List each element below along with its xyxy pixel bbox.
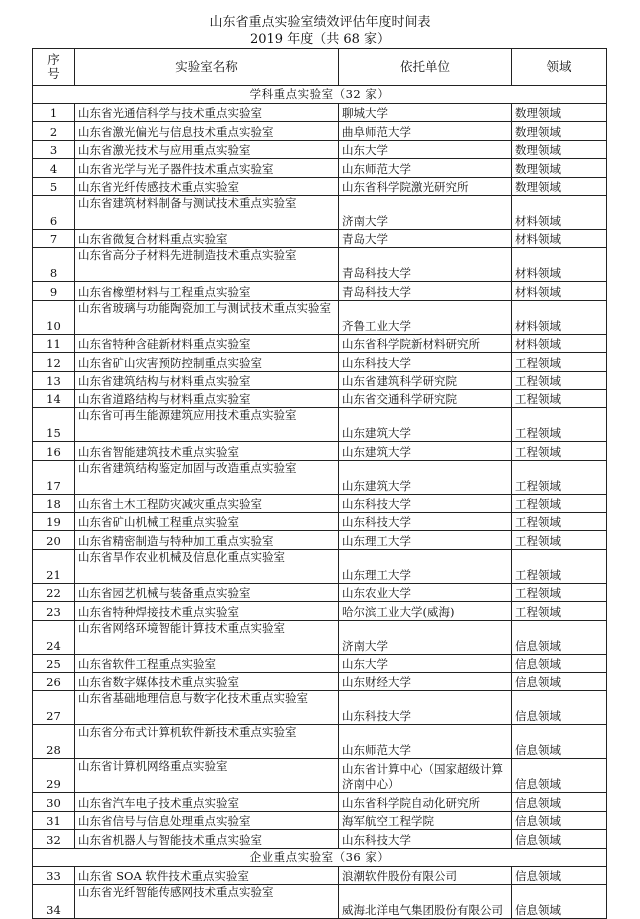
table-row: [33, 300, 607, 334]
lab-name: 山东省特种焊接技术重点实验室: [75, 602, 339, 620]
field-name: 工程领域: [512, 389, 607, 407]
host-unit: 山东科技大学: [339, 513, 512, 531]
field-name: 材料领域: [512, 300, 607, 334]
lab-name: 山东省机器人与智能技术重点实验室: [75, 830, 339, 848]
host-unit: 济南大学: [339, 195, 512, 229]
lab-name: 山东省道路结构与材料重点实验室: [75, 389, 339, 407]
field-name: 材料领域: [512, 334, 607, 352]
host-unit: 青岛科技大学: [339, 248, 512, 282]
host-unit: 山东财经大学: [339, 673, 512, 691]
host-unit: 山东省计算中心（国家超级计算济南中心）: [339, 759, 512, 793]
row-number: 31: [33, 811, 75, 829]
col-header-name: 实验室名称: [75, 49, 339, 86]
table-row: [33, 494, 607, 512]
row-number: 10: [33, 300, 75, 334]
field-name: 信息领域: [512, 673, 607, 691]
field-name: 数理领域: [512, 177, 607, 195]
section-label-enterprise: 企业重点实验室（36 家）: [33, 848, 607, 866]
col-header-no: 序号: [33, 49, 75, 86]
table-row: [33, 673, 607, 691]
table-row: [33, 691, 607, 725]
host-unit: 山东省科学院新材料研究所: [339, 334, 512, 352]
lab-name: 山东省土木工程防灾减灾重点实验室: [75, 494, 339, 512]
table-row: [33, 140, 607, 158]
host-unit: 山东农业大学: [339, 583, 512, 601]
lab-name: 山东省数字媒体技术重点实验室: [75, 673, 339, 691]
field-name: 信息领域: [512, 691, 607, 725]
field-name: 信息领域: [512, 759, 607, 793]
host-unit: 山东科技大学: [339, 691, 512, 725]
lab-name: 山东省微复合材料重点实验室: [75, 229, 339, 247]
lab-name: 山东省园艺机械与装备重点实验室: [75, 583, 339, 601]
field-name: 工程领域: [512, 583, 607, 601]
host-unit: 山东科技大学: [339, 494, 512, 512]
lab-name: 山东省特种含硅新材料重点实验室: [75, 334, 339, 352]
row-number: 14: [33, 389, 75, 407]
row-number: 34: [33, 884, 75, 918]
host-unit: 山东理工大学: [339, 549, 512, 583]
table-row: [33, 334, 607, 352]
row-number: 9: [33, 282, 75, 300]
lab-name: 山东省旱作农业机械及信息化重点实验室: [75, 549, 339, 583]
title-block: [0, 0, 640, 48]
row-number: 1: [33, 104, 75, 122]
row-number: 33: [33, 866, 75, 884]
host-unit: 山东省建筑科学研究院: [339, 371, 512, 389]
lab-name: 山东省高分子材料先进制造技术重点实验室: [75, 248, 339, 282]
row-number: 6: [33, 195, 75, 229]
table-row: [33, 408, 607, 442]
lab-name: 山东省建筑结构鉴定加固与改造重点实验室: [75, 460, 339, 494]
table-row: [33, 282, 607, 300]
lab-name: 山东省玻璃与功能陶瓷加工与测试技术重点实验室: [75, 300, 339, 334]
lab-name: 山东省矿山机械工程重点实验室: [75, 513, 339, 531]
row-number: 19: [33, 513, 75, 531]
row-number: 24: [33, 620, 75, 654]
table-row: [33, 177, 607, 195]
table-row: [33, 793, 607, 811]
table-row: [33, 602, 607, 620]
row-number: 28: [33, 725, 75, 759]
lab-name: 山东省可再生能源建筑应用技术重点实验室: [75, 408, 339, 442]
row-number: 16: [33, 442, 75, 460]
row-number: 12: [33, 353, 75, 371]
table-row: [33, 866, 607, 884]
section-row-enterprise: [33, 848, 607, 866]
table-row: [33, 353, 607, 371]
table-row: [33, 725, 607, 759]
row-number: 4: [33, 159, 75, 177]
table-row: [33, 811, 607, 829]
lab-name: 山东省分布式计算机软件新技术重点实验室: [75, 725, 339, 759]
row-number: 21: [33, 549, 75, 583]
lab-name: 山东省信号与信息处理重点实验室: [75, 811, 339, 829]
section-label-academic: 学科重点实验室（32 家）: [33, 86, 607, 104]
row-number: 13: [33, 371, 75, 389]
table-row: [33, 620, 607, 654]
row-number: 18: [33, 494, 75, 512]
lab-name: 山东省计算机网络重点实验室: [75, 759, 339, 793]
lab-name: 山东省建筑材料制备与测试技术重点实验室: [75, 195, 339, 229]
host-unit: 威海北洋电气集团股份有限公司: [339, 884, 512, 918]
table-row: [33, 104, 607, 122]
lab-name: 山东省 SOA 软件技术重点实验室: [75, 866, 339, 884]
host-unit: 哈尔滨工业大学(威海): [339, 602, 512, 620]
row-number: 17: [33, 460, 75, 494]
lab-name: 山东省光学与光子器件技术重点实验室: [75, 159, 339, 177]
document-subtitle: 2019 年度（共 68 家）: [249, 32, 391, 47]
row-number: 25: [33, 654, 75, 672]
table-row: [33, 460, 607, 494]
field-name: 工程领域: [512, 549, 607, 583]
lab-name: 山东省矿山灾害预防控制重点实验室: [75, 353, 339, 371]
host-unit: 山东省交通科学研究院: [339, 389, 512, 407]
col-header-unit: 依托单位: [339, 49, 512, 86]
lab-name: 山东省软件工程重点实验室: [75, 654, 339, 672]
lab-name: 山东省光纤传感技术重点实验室: [75, 177, 339, 195]
field-name: 工程领域: [512, 494, 607, 512]
table-row: [33, 654, 607, 672]
table-row: [33, 549, 607, 583]
table-row: [33, 583, 607, 601]
header-row: [33, 49, 607, 86]
table-row: [33, 229, 607, 247]
table-row: [33, 371, 607, 389]
field-name: 信息领域: [512, 866, 607, 884]
host-unit: 山东师范大学: [339, 725, 512, 759]
table-row: [33, 248, 607, 282]
field-name: 工程领域: [512, 353, 607, 371]
field-name: 工程领域: [512, 602, 607, 620]
row-number: 30: [33, 793, 75, 811]
row-number: 20: [33, 531, 75, 549]
lab-table: [32, 48, 607, 919]
table-row: [33, 759, 607, 793]
table-row: [33, 389, 607, 407]
host-unit: 山东科技大学: [339, 353, 512, 371]
field-name: 工程领域: [512, 513, 607, 531]
field-name: 工程领域: [512, 531, 607, 549]
table-row: [33, 884, 607, 918]
lab-name: 山东省光通信科学与技术重点实验室: [75, 104, 339, 122]
table-row: [33, 513, 607, 531]
row-number: 15: [33, 408, 75, 442]
row-number: 27: [33, 691, 75, 725]
host-unit: 聊城大学: [339, 104, 512, 122]
row-number: 3: [33, 140, 75, 158]
host-unit: 山东省科学院自动化研究所: [339, 793, 512, 811]
row-number: 7: [33, 229, 75, 247]
table-row: [33, 442, 607, 460]
row-number: 8: [33, 248, 75, 282]
host-unit: 青岛科技大学: [339, 282, 512, 300]
lab-name: 山东省激光技术与应用重点实验室: [75, 140, 339, 158]
field-name: 工程领域: [512, 371, 607, 389]
field-name: 数理领域: [512, 122, 607, 140]
field-name: 信息领域: [512, 725, 607, 759]
lab-name: 山东省建筑结构与材料重点实验室: [75, 371, 339, 389]
table-row: [33, 531, 607, 549]
host-unit: 济南大学: [339, 620, 512, 654]
lab-name: 山东省基础地理信息与数字化技术重点实验室: [75, 691, 339, 725]
host-unit: 山东大学: [339, 140, 512, 158]
row-number: 32: [33, 830, 75, 848]
host-unit: 山东科技大学: [339, 830, 512, 848]
row-number: 5: [33, 177, 75, 195]
field-name: 信息领域: [512, 830, 607, 848]
lab-name: 山东省网络环境智能计算技术重点实验室: [75, 620, 339, 654]
lab-name: 山东省激光偏光与信息技术重点实验室: [75, 122, 339, 140]
host-unit: 山东建筑大学: [339, 460, 512, 494]
host-unit: 山东省科学院激光研究所: [339, 177, 512, 195]
field-name: 信息领域: [512, 811, 607, 829]
row-number: 29: [33, 759, 75, 793]
host-unit: 山东建筑大学: [339, 408, 512, 442]
host-unit: 山东大学: [339, 654, 512, 672]
row-number: 2: [33, 122, 75, 140]
host-unit: 浪潮软件股份有限公司: [339, 866, 512, 884]
host-unit: 齐鲁工业大学: [339, 300, 512, 334]
lab-name: 山东省橡塑材料与工程重点实验室: [75, 282, 339, 300]
field-name: 信息领域: [512, 884, 607, 918]
field-name: 数理领域: [512, 159, 607, 177]
field-name: 信息领域: [512, 620, 607, 654]
field-name: 信息领域: [512, 793, 607, 811]
lab-name: 山东省汽车电子技术重点实验室: [75, 793, 339, 811]
table-row: [33, 122, 607, 140]
table-row: [33, 830, 607, 848]
table-row: [33, 159, 607, 177]
section-row-academic: [33, 86, 607, 104]
lab-name: 山东省光纤智能传感网技术重点实验室: [75, 884, 339, 918]
field-name: 材料领域: [512, 248, 607, 282]
field-name: 工程领域: [512, 442, 607, 460]
field-name: 材料领域: [512, 282, 607, 300]
lab-name: 山东省智能建筑技术重点实验室: [75, 442, 339, 460]
field-name: 工程领域: [512, 460, 607, 494]
row-number: 23: [33, 602, 75, 620]
host-unit: 青岛大学: [339, 229, 512, 247]
field-name: 材料领域: [512, 195, 607, 229]
host-unit: 曲阜师范大学: [339, 122, 512, 140]
table-row: [33, 195, 607, 229]
row-number: 22: [33, 583, 75, 601]
row-number: 11: [33, 334, 75, 352]
field-name: 信息领域: [512, 654, 607, 672]
host-unit: 海军航空工程学院: [339, 811, 512, 829]
field-name: 数理领域: [512, 140, 607, 158]
host-unit: 山东师范大学: [339, 159, 512, 177]
field-name: 工程领域: [512, 408, 607, 442]
field-name: 材料领域: [512, 229, 607, 247]
col-header-field: 领域: [512, 49, 607, 86]
host-unit: 山东建筑大学: [339, 442, 512, 460]
host-unit: 山东理工大学: [339, 531, 512, 549]
lab-name: 山东省精密制造与特种加工重点实验室: [75, 531, 339, 549]
field-name: 数理领域: [512, 104, 607, 122]
row-number: 26: [33, 673, 75, 691]
document-title: 山东省重点实验室绩效评估年度时间表: [209, 15, 431, 30]
